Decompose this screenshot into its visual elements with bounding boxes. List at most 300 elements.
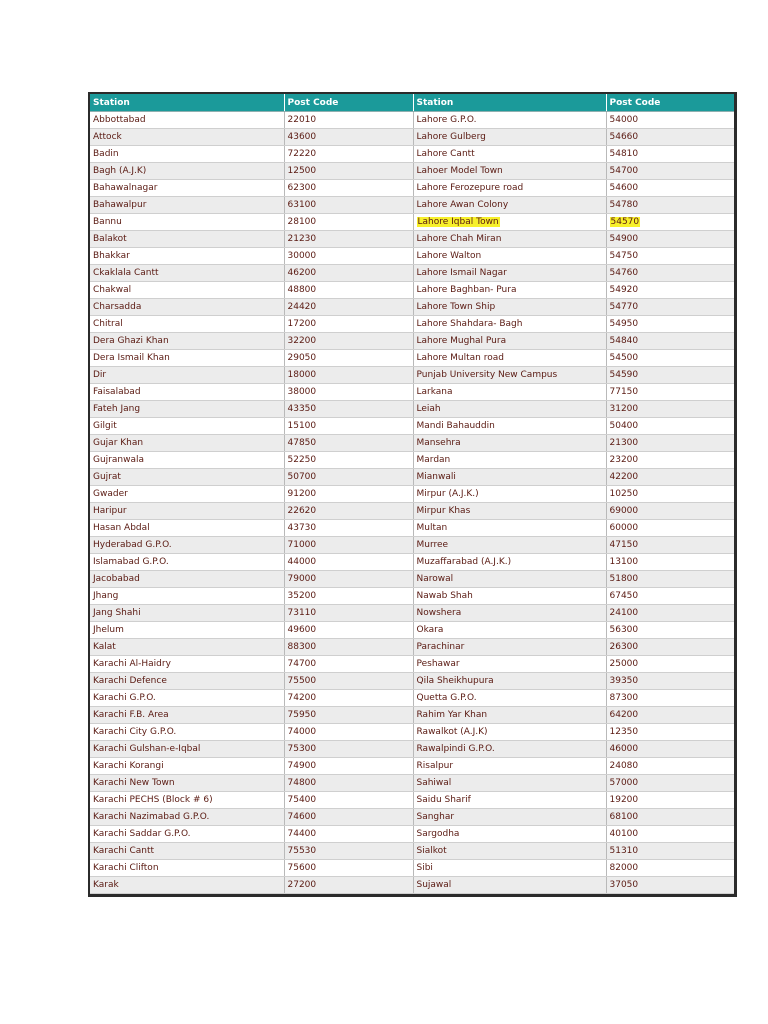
station-right-text: Sahiwal (416, 778, 452, 788)
post-code-left-cell (284, 707, 413, 724)
station-right-text: Lahore Mughal Pura (416, 336, 507, 346)
post-code-right-text: 60000 (609, 523, 639, 533)
post-code-right-text: 50400 (609, 421, 639, 431)
post-code-left-text: 29050 (287, 353, 317, 363)
table-header-row (90, 94, 734, 112)
post-code-left-text: 30000 (287, 251, 317, 261)
post-code-left-cell (284, 537, 413, 554)
post-code-right-text: 46000 (609, 744, 639, 754)
station-left-text: Karachi New Town (93, 778, 175, 788)
station-left-cell (90, 520, 284, 537)
station-left-text: Abbottabad (93, 115, 146, 125)
station-left-cell (90, 214, 284, 231)
post-code-table-frame (88, 92, 737, 897)
post-code-right-cell (606, 112, 734, 129)
header-station-right: Station (413, 94, 606, 112)
station-right-cell (413, 877, 606, 894)
post-code-right-text: 54000 (609, 115, 639, 125)
station-left-cell (90, 146, 284, 163)
post-code-right-text: 69000 (609, 506, 639, 516)
station-right-cell (413, 265, 606, 282)
post-code-left-text: 22620 (287, 506, 317, 516)
station-left-text: Gujar Khan (93, 438, 144, 448)
station-left-cell (90, 860, 284, 877)
post-code-left-cell (284, 622, 413, 639)
station-right-text: Lahore Cantt (416, 149, 475, 159)
post-code-right-text: 54500 (609, 353, 639, 363)
post-code-right-cell (606, 282, 734, 299)
station-right-text: Lahore Shahdara- Bagh (416, 319, 523, 329)
table-row (90, 792, 734, 809)
station-right-text: Narowal (416, 574, 454, 584)
table-row (90, 265, 734, 282)
station-left-text: Dera Ghazi Khan (93, 336, 169, 346)
station-left-cell (90, 316, 284, 333)
post-code-left-text: 91200 (287, 489, 317, 499)
post-code-right-cell (606, 214, 734, 231)
station-left-cell (90, 537, 284, 554)
table-row (90, 826, 734, 843)
post-code-left-cell (284, 639, 413, 656)
post-code-right-cell (606, 809, 734, 826)
station-left-cell (90, 622, 284, 639)
post-code-right-cell (606, 435, 734, 452)
station-left-cell (90, 231, 284, 248)
post-code-left-text: 52250 (287, 455, 317, 465)
station-left-text: Chakwal (93, 285, 132, 295)
post-code-right-text: 82000 (609, 863, 639, 873)
post-code-left-cell (284, 146, 413, 163)
post-code-right-text: 54570 (610, 217, 640, 227)
station-left-text: Balakot (93, 234, 127, 244)
post-code-right-cell (606, 588, 734, 605)
station-left-text: Attock (93, 132, 122, 142)
post-code-right-text: 10250 (609, 489, 639, 499)
station-left-text: Faisalabad (93, 387, 141, 397)
station-left-cell (90, 707, 284, 724)
post-code-right-cell (606, 469, 734, 486)
station-right-cell (413, 333, 606, 350)
post-code-right-cell (606, 197, 734, 214)
post-code-right-text: 54950 (609, 319, 639, 329)
table-row (90, 299, 734, 316)
post-code-right-cell (606, 707, 734, 724)
station-left-text: Bhakkar (93, 251, 130, 261)
post-code-left-cell (284, 163, 413, 180)
station-left-text: Chitral (93, 319, 123, 329)
post-code-right-text: 87300 (609, 693, 639, 703)
station-right-cell (413, 401, 606, 418)
post-code-left-cell (284, 724, 413, 741)
station-right-cell (413, 180, 606, 197)
post-code-right-text: 21300 (609, 438, 639, 448)
post-code-left-cell (284, 758, 413, 775)
station-right-text: Lahore Iqbal Town (417, 217, 499, 227)
table-row (90, 112, 734, 129)
station-right-text: Lahore Multan road (416, 353, 504, 363)
post-code-right-cell (606, 758, 734, 775)
station-right-cell (413, 350, 606, 367)
table-row (90, 588, 734, 605)
station-right-cell (413, 724, 606, 741)
post-code-left-cell (284, 673, 413, 690)
post-code-right-text: 40100 (609, 829, 639, 839)
post-code-left-cell (284, 775, 413, 792)
station-right-text: Lahore Chah Miran (416, 234, 502, 244)
post-code-left-cell (284, 350, 413, 367)
station-left-cell (90, 809, 284, 826)
post-code-right-text: 57000 (609, 778, 639, 788)
station-right-cell (413, 418, 606, 435)
post-code-right-cell (606, 503, 734, 520)
post-code-right-cell (606, 826, 734, 843)
table-row (90, 758, 734, 775)
post-code-left-text: 12500 (287, 166, 317, 176)
station-right-text: Mirpur Khas (416, 506, 471, 516)
post-code-right-text: 54750 (609, 251, 639, 261)
post-code-right-cell (606, 860, 734, 877)
post-code-right-text: 26300 (609, 642, 639, 652)
station-left-cell (90, 656, 284, 673)
station-left-cell (90, 282, 284, 299)
post-code-right-text: 31200 (609, 404, 639, 414)
post-code-right-text: 19200 (609, 795, 639, 805)
post-code-left-cell (284, 826, 413, 843)
station-left-text: Karachi F.B. Area (93, 710, 169, 720)
post-code-right-text: 12350 (609, 727, 639, 737)
post-code-left-text: 75950 (287, 710, 317, 720)
post-code-left-text: 49600 (287, 625, 317, 635)
post-code-right-text: 54810 (609, 149, 639, 159)
post-code-right-text: 47150 (609, 540, 639, 550)
station-right-cell (413, 503, 606, 520)
post-code-right-text: 25000 (609, 659, 639, 669)
post-code-right-cell (606, 265, 734, 282)
post-code-right-text: 54900 (609, 234, 639, 244)
post-code-right-text: 54660 (609, 132, 639, 142)
station-right-text: Sanghar (416, 812, 455, 822)
post-code-right-cell (606, 520, 734, 537)
post-code-left-cell (284, 588, 413, 605)
table-row (90, 214, 734, 231)
post-code-right-cell (606, 690, 734, 707)
table-row (90, 316, 734, 333)
station-right-cell (413, 146, 606, 163)
post-code-right-text: 24080 (609, 761, 639, 771)
station-left-cell (90, 639, 284, 656)
station-right-text: Okara (416, 625, 444, 635)
station-right-text: Multan (416, 523, 448, 533)
station-right-cell (413, 673, 606, 690)
station-left-cell (90, 741, 284, 758)
station-right-cell (413, 690, 606, 707)
post-code-left-cell (284, 469, 413, 486)
post-code-left-text: 79000 (287, 574, 317, 584)
post-code-left-cell (284, 299, 413, 316)
station-left-cell (90, 724, 284, 741)
post-code-left-text: 75530 (287, 846, 317, 856)
station-right-cell (413, 384, 606, 401)
post-code-left-cell (284, 112, 413, 129)
station-right-text: Qila Sheikhupura (416, 676, 494, 686)
table-row (90, 384, 734, 401)
station-right-cell (413, 367, 606, 384)
table-row (90, 605, 734, 622)
table-row (90, 775, 734, 792)
station-right-cell (413, 486, 606, 503)
station-right-cell (413, 707, 606, 724)
post-code-left-cell (284, 435, 413, 452)
station-left-text: Dir (93, 370, 107, 380)
station-left-cell (90, 265, 284, 282)
post-code-right-cell (606, 656, 734, 673)
post-code-left-text: 43600 (287, 132, 317, 142)
station-left-text: Karachi Gulshan-e-Iqbal (93, 744, 201, 754)
table-row (90, 197, 734, 214)
post-code-right-cell (606, 792, 734, 809)
station-right-text: Larkana (416, 387, 453, 397)
station-right-text: Lahore Walton (416, 251, 482, 261)
station-left-cell (90, 826, 284, 843)
station-right-text: Murree (416, 540, 449, 550)
station-right-cell (413, 843, 606, 860)
post-code-left-text: 50700 (287, 472, 317, 482)
station-left-cell (90, 197, 284, 214)
post-code-left-cell (284, 792, 413, 809)
post-code-right-cell (606, 367, 734, 384)
table-row (90, 435, 734, 452)
post-code-left-text: 74700 (287, 659, 317, 669)
station-left-text: Karachi Al-Haidry (93, 659, 171, 669)
station-right-cell (413, 231, 606, 248)
station-right-text: Leiah (416, 404, 441, 414)
table-row (90, 129, 734, 146)
station-left-text: Bahawalpur (93, 200, 147, 210)
station-right-cell (413, 809, 606, 826)
post-code-right-cell (606, 401, 734, 418)
post-code-right-text: 64200 (609, 710, 639, 720)
station-left-text: Hasan Abdal (93, 523, 150, 533)
station-right-cell (413, 282, 606, 299)
post-code-right-cell (606, 418, 734, 435)
station-left-text: Hyderabad G.P.O. (93, 540, 172, 550)
station-left-cell (90, 554, 284, 571)
post-code-right-cell (606, 316, 734, 333)
post-code-left-cell (284, 282, 413, 299)
post-code-left-cell (284, 503, 413, 520)
post-code-left-text: 74200 (287, 693, 317, 703)
table-row (90, 146, 734, 163)
post-code-right-text: 54590 (609, 370, 639, 380)
table-row (90, 469, 734, 486)
table-row (90, 673, 734, 690)
post-code-left-text: 63100 (287, 200, 317, 210)
station-left-text: Karachi Defence (93, 676, 167, 686)
post-code-table (90, 94, 734, 894)
table-row (90, 350, 734, 367)
station-right-text: Saidu Sharif (416, 795, 471, 805)
post-code-left-cell (284, 554, 413, 571)
station-left-text: Gujranwala (93, 455, 144, 465)
post-code-left-cell (284, 571, 413, 588)
post-code-left-cell (284, 605, 413, 622)
station-right-text: Nowshera (416, 608, 462, 618)
post-code-right-text: 51310 (609, 846, 639, 856)
station-right-text: Mirpur (A.J.K.) (416, 489, 479, 499)
station-left-cell (90, 877, 284, 894)
post-code-left-cell (284, 860, 413, 877)
table-row (90, 741, 734, 758)
station-right-text: Muzaffarabad (A.J.K.) (416, 557, 512, 567)
post-code-left-cell (284, 520, 413, 537)
station-right-text: Sibi (416, 863, 433, 873)
station-left-cell (90, 690, 284, 707)
station-left-cell (90, 588, 284, 605)
station-right-text: Sargodha (416, 829, 460, 839)
post-code-right-cell (606, 554, 734, 571)
table-row (90, 180, 734, 197)
station-left-text: Bannu (93, 217, 122, 227)
post-code-left-text: 35200 (287, 591, 317, 601)
station-right-text: Quetta G.P.O. (416, 693, 477, 703)
post-code-right-cell (606, 843, 734, 860)
table-row (90, 656, 734, 673)
table-row (90, 537, 734, 554)
station-right-cell (413, 316, 606, 333)
station-left-text: Karachi Cantt (93, 846, 155, 856)
post-code-right-cell (606, 299, 734, 316)
station-left-cell (90, 673, 284, 690)
table-row (90, 520, 734, 537)
table-row (90, 724, 734, 741)
post-code-right-cell (606, 639, 734, 656)
post-code-left-cell (284, 656, 413, 673)
station-left-cell (90, 605, 284, 622)
post-code-right-cell (606, 248, 734, 265)
table-row (90, 690, 734, 707)
station-right-cell (413, 197, 606, 214)
post-code-left-text: 71000 (287, 540, 317, 550)
station-left-cell (90, 163, 284, 180)
station-right-text: Lahore Ferozepure road (416, 183, 524, 193)
station-left-text: Jang Shahi (93, 608, 141, 618)
station-right-cell (413, 163, 606, 180)
station-right-cell (413, 605, 606, 622)
post-code-left-cell (284, 877, 413, 894)
station-right-text: Mardan (416, 455, 451, 465)
station-right-text: Rawalkot (A.J.K) (416, 727, 488, 737)
station-left-cell (90, 792, 284, 809)
station-left-text: Ckaklala Cantt (93, 268, 159, 278)
station-right-text: Lahoer Model Town (416, 166, 503, 176)
station-right-cell (413, 520, 606, 537)
post-code-left-text: 74800 (287, 778, 317, 788)
station-right-text: Peshawar (416, 659, 460, 669)
post-code-right-text: 54840 (609, 336, 639, 346)
station-right-text: Lahore Town Ship (416, 302, 496, 312)
post-code-right-cell (606, 350, 734, 367)
station-left-cell (90, 401, 284, 418)
post-code-left-text: 21230 (287, 234, 317, 244)
station-right-text: Mandi Bahauddin (416, 421, 495, 431)
station-left-cell (90, 180, 284, 197)
post-code-left-text: 62300 (287, 183, 317, 193)
station-left-text: Gujrat (93, 472, 121, 482)
post-code-left-text: 24420 (287, 302, 317, 312)
station-right-cell (413, 758, 606, 775)
station-right-text: Lahore Ismail Nagar (416, 268, 507, 278)
station-right-cell (413, 214, 606, 231)
station-right-cell (413, 622, 606, 639)
station-left-text: Jhelum (93, 625, 124, 635)
header-post-code-right: Post Code (606, 94, 734, 112)
station-right-text: Lahore Baghban- Pura (416, 285, 517, 295)
table-row (90, 622, 734, 639)
post-code-right-text: 51800 (609, 574, 639, 584)
post-code-right-text: 42200 (609, 472, 639, 482)
station-right-text: Lahore G.P.O. (416, 115, 477, 125)
post-code-left-text: 43350 (287, 404, 317, 414)
station-right-text: Parachinar (416, 642, 465, 652)
post-code-left-text: 73110 (287, 608, 317, 618)
station-left-text: Badin (93, 149, 119, 159)
post-code-right-cell (606, 877, 734, 894)
station-left-cell (90, 843, 284, 860)
post-code-left-text: 74400 (287, 829, 317, 839)
station-right-text: Sialkot (416, 846, 447, 856)
station-left-text: Bahawalnagar (93, 183, 158, 193)
post-code-right-text: 23200 (609, 455, 639, 465)
station-left-text: Jacobabad (93, 574, 140, 584)
station-left-text: Gilgit (93, 421, 117, 431)
post-code-right-cell (606, 486, 734, 503)
post-code-left-text: 28100 (287, 217, 317, 227)
header-station-left: Station (90, 94, 284, 112)
station-left-text: Karachi Korangi (93, 761, 164, 771)
post-code-right-text: 54600 (609, 183, 639, 193)
post-code-left-cell (284, 843, 413, 860)
station-left-text: Haripur (93, 506, 127, 516)
station-left-text: Dera Ismail Khan (93, 353, 170, 363)
station-left-text: Jhang (93, 591, 119, 601)
station-left-text: Karachi Nazimabad G.P.O. (93, 812, 210, 822)
post-code-left-text: 46200 (287, 268, 317, 278)
post-code-right-text: 68100 (609, 812, 639, 822)
header-post-code-left: Post Code (284, 94, 413, 112)
station-left-cell (90, 469, 284, 486)
station-right-text: Mianwali (416, 472, 456, 482)
post-code-right-cell (606, 605, 734, 622)
table-row (90, 571, 734, 588)
station-right-text: Lahore Awan Colony (416, 200, 509, 210)
post-code-right-cell (606, 163, 734, 180)
post-code-left-cell (284, 231, 413, 248)
post-code-left-cell (284, 741, 413, 758)
station-left-text: Charsadda (93, 302, 142, 312)
table-row (90, 877, 734, 894)
post-code-right-text: 54700 (609, 166, 639, 176)
post-code-left-text: 27200 (287, 880, 317, 890)
post-code-left-cell (284, 214, 413, 231)
post-code-left-cell (284, 367, 413, 384)
post-code-right-cell (606, 622, 734, 639)
station-right-text: Risalpur (416, 761, 454, 771)
station-left-cell (90, 571, 284, 588)
table-row (90, 843, 734, 860)
station-right-cell (413, 571, 606, 588)
station-left-cell (90, 333, 284, 350)
station-right-cell (413, 588, 606, 605)
